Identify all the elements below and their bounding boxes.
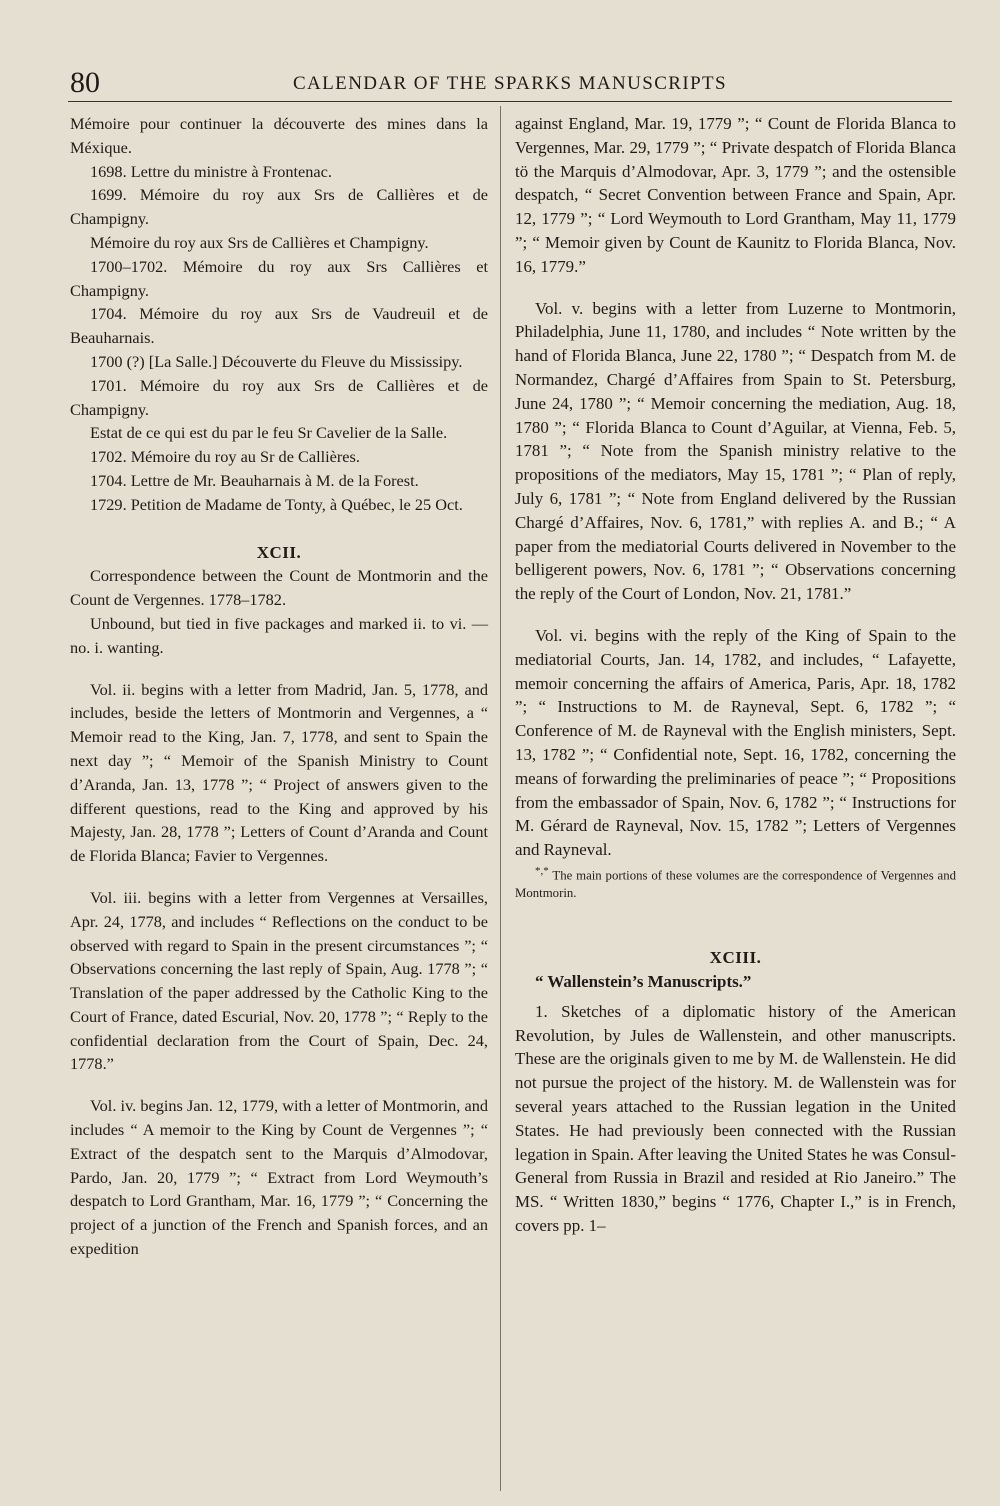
list-item: 1704. Lettre de Mr. Beauharnais à M. de la Forest. bbox=[90, 470, 419, 490]
vol-vi-paragraph: Vol. vi. begins with the reply of the King of Spain to the mediatorial Courts, Jan. 14, 1782, and includes, “ Lafayette, memoir concerning the affairs of America, Paris, Apr. 18, 1782 ”; “ Instructions to M. de Rayneval, Sept. 6, 1782 ”; “ Conference of M. de Rayneval with the English ministers, Sept. 13, 1782 ”; “ Confidential note, Sept. 16, 1782, concerning the means of forwarding the preliminaries of peace ”; “ Propositions from the embassador of Spain, Nov. 6, 1782 ”; “ Instructions for M. Gérard de Rayneval, Nov. 15, 1782 ”; Letters of Vergennes and Rayneval. bbox=[515, 625, 956, 860]
list-item: Mémoire du roy aux Srs de Callières et Champigny. bbox=[90, 232, 429, 252]
vol-iv-paragraph: Vol. iv. begins Jan. 12, 1779, with a letter of Montmorin, and includes “ A memoir to the King by Count de Vergennes ”; “ Extract of the despatch sent to the Marquis d’Almodovar, Pardo, Jan. 20, 1779 ”; “ Extract from Lord Weymouth’s despatch to Lord Grantham, Mar. 16, 1779 ”; “ Concerning the project of a junction of the French and Spanish forces, and an expedition bbox=[70, 1096, 488, 1259]
section-title: “ Wallenstein’s Manuscripts.” bbox=[535, 971, 752, 991]
page-number: 80 bbox=[70, 66, 100, 99]
footnote-text: The main portions of these volumes are the correspondence of Vergennes and Montmorin. bbox=[515, 868, 956, 901]
left-column bbox=[70, 112, 488, 1261]
list-item: 1699. Mémoire du roy aux Srs de Callières et de Champigny. bbox=[70, 185, 488, 229]
section-heading-xciii: XCIII. bbox=[709, 948, 762, 968]
section-note: Unbound, but tied in five packages and marked ii. to vi. — no. i. wanting. bbox=[70, 613, 488, 657]
list-item: 1729. Petition de Madame de Tonty, à Québec, le 25 Oct. bbox=[90, 494, 463, 514]
running-title: CALENDAR OF THE SPARKS MANUSCRIPTS bbox=[292, 73, 728, 94]
list-item: 1704. Mémoire du roy aux Srs de Vaudreuil et de Beauharnais. bbox=[70, 304, 488, 348]
vol-iii-paragraph: Vol. iii. begins with a letter from Vergennes at Versailles, Apr. 24, 1778, and includes “ Reflections on the conduct to be observed with regard to Spain in the present circumstances ”; “ Observations concerning the last reply of Spain, Aug. 1778 ”; “ Translation of the paper addressed by the Catholic King to the Court of France, dated Escurial, Nov. 20, 1778 ”; “ Reply to the confidential declaration from the Court of Spain, Dec. 24, 1778.” bbox=[70, 887, 488, 1074]
page-header bbox=[70, 68, 950, 102]
list-item: 1701. Mémoire du roy aux Srs de Callières et de Champigny. bbox=[70, 375, 488, 419]
list-item: Estat de ce qui est du par le feu Sr Cavelier de la Salle. bbox=[90, 423, 448, 443]
column-divider bbox=[500, 106, 501, 1491]
header-rule bbox=[68, 101, 952, 102]
list-item: 1700 (?) [La Salle.] Découverte du Fleuve du Mississipy. bbox=[90, 351, 463, 371]
list-item: 1698. Lettre du ministre à Frontenac. bbox=[90, 161, 332, 181]
list-item: 1702. Mémoire du roy au Sr de Callières. bbox=[90, 447, 360, 467]
section-heading-xcii: XCII. bbox=[256, 542, 302, 562]
vol-v-paragraph: Vol. v. begins with a letter from Luzerne to Montmorin, Philadelphia, June 11, 1780, and includes “ Note written by the hand of Florida Blanca, June 22, 1780 ”; “ Despatch from M. de Normandez, Chargé d’Affaires from Spain to St. Petersburg, June 24, 1780 ”; “ Memoir concerning the mediation, Aug. 18, 1780 ”; “ Florida Blanca to Count d’Aguilar, at Vienna, Feb. 5, 1781 ”; “ Note from the Spanish ministry relative to the propositions of the mediators, May 15, 1781 ”; “ Plan of reply, July 6, 1781 ”; “ Note from England delivered by the Russian Chargé d’Affaires, Nov. 6, 1781,” with replies A. and B.; “ A paper from the mediatorial Courts delivered in November to the belligerent powers, Nov. 6, 1781 ”; “ Observations concerning the reply of the Court of London, Nov. 21, 1781.” bbox=[515, 298, 956, 604]
list-item: 1700–1702. Mémoire du roy aux Srs Callières et Champigny. bbox=[70, 256, 488, 300]
item-1-paragraph: 1. Sketches of a diplomatic history of the American Revolution, by Jules de Wallenstein, and other manuscripts. These are the originals given to me by M. de Wallenstein. He did not pursue the project of the history. M. de Wallenstein was for several years attached to the Russian legation in the United States. He had previously been connected with the Russian legation in Spain. After leaving the United States he was Consul-General from Russia in Brazil and resided at Rio Janeiro.” The MS. “ Written 1830,” begins “ 1776, Chapter I.,” is in French, covers pp. 1– bbox=[515, 1001, 956, 1235]
right-column bbox=[515, 112, 956, 1238]
footnote-mark: *,* bbox=[535, 864, 549, 877]
footnote bbox=[515, 862, 956, 902]
section-intro: Correspondence between the Count de Montmorin and the Count de Vergennes. 1778–1782. bbox=[70, 566, 488, 610]
vol-ii-paragraph: Vol. ii. begins with a letter from Madrid, Jan. 5, 1778, and includes, beside the letters of Montmorin and Vergennes, a “ Memoir read to the King, Jan. 7, 1778, and sent to Spain the next day ”; “ Memoir of the Spanish Ministry to Count d’Aranda, Jan. 13, 1778 ”; “ Project of answers given to the different questions, read to the King and approved by his Majesty, Jan. 28, 1778 ”; Letters of Count d’Aranda and Count de Florida Blanca; Favier to Vergennes. bbox=[70, 679, 488, 866]
vol-iv-continued: against England, Mar. 19, 1779 ”; “ Count de Florida Blanca to Vergennes, Mar. 29, 1779 ”; “ Private despatch of Florida Blanca tö the Marquis d’Almodovar, Apr. 3, 1779 ”; and the ostensible despatch, “ Secret Convention between France and Spain, Apr. 12, 1779 ”; “ Lord Weymouth to Lord Grantham, May 11, 1779 ”; “ Memoir given by Count de Kaunitz to Florida Blanca, Nov. 16, 1779.” bbox=[515, 114, 956, 276]
list-item: Mémoire pour continuer la découverte des mines dans la Méxique. bbox=[70, 114, 488, 157]
